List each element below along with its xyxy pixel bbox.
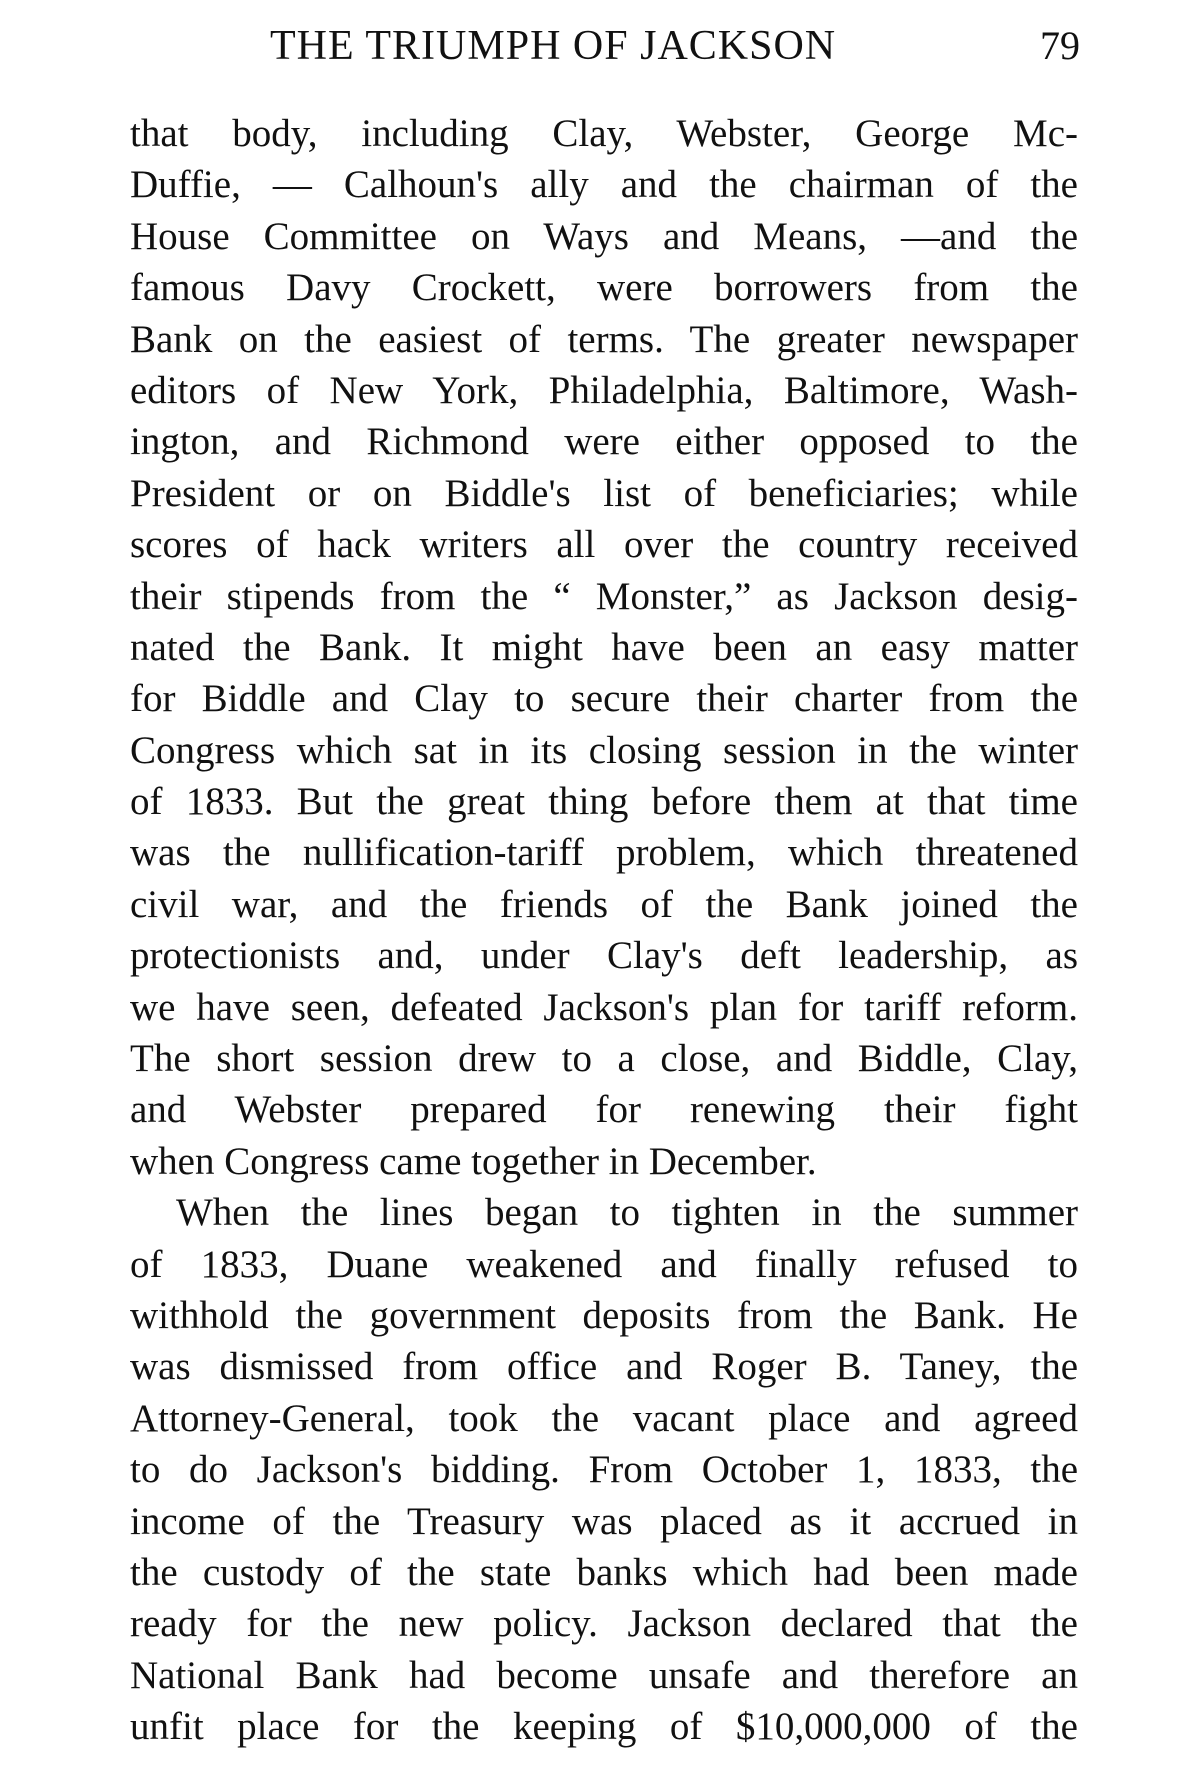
text-line: Congress which sat in its closing session in the winter	[130, 728, 1078, 772]
text-line: Duffie, — Calhoun's ally and the chairman of the	[130, 163, 1078, 207]
text-line: When the lines began to tighten in the summer	[176, 1191, 1078, 1235]
text-line: that body, including Clay, Webster, George Mc-	[130, 112, 1078, 155]
text-line: nated the Bank. It might have been an easy matter	[130, 625, 1078, 669]
text-line: ington, and Richmond were either opposed to the	[130, 420, 1078, 464]
running-title: THE TRIUMPH OF JACKSON	[270, 23, 837, 69]
text-line: editors of New York, Philadelphia, Baltimore, Wash-	[130, 368, 1078, 412]
text-line: the custody of the state banks which had been made	[130, 1550, 1078, 1594]
text-line: Attorney-General, took the vacant place and agreed	[130, 1396, 1078, 1440]
text-line: President or on Biddle's list of beneficiaries; while	[130, 471, 1078, 515]
text-line: income of the Treasury was placed as it accrued in	[130, 1499, 1078, 1543]
text-line: National Bank had become unsafe and therefore an	[130, 1653, 1078, 1697]
text-line: was dismissed from office and Roger B. Taney, the	[130, 1345, 1078, 1389]
text-line: for Biddle and Clay to secure their charter from the	[130, 677, 1078, 721]
text-line: we have seen, defeated Jackson's plan for tariff reform.	[130, 985, 1078, 1029]
text-line: ready for the new policy. Jackson declared that the	[130, 1602, 1078, 1646]
text-line: when Congress came together in December.	[130, 1139, 817, 1183]
paragraph-1	[130, 108, 1078, 1187]
text-line: to do Jackson's bidding. From October 1, 1833, the	[130, 1448, 1078, 1492]
text-line: Bank on the easiest of terms. The greater newspaper	[130, 317, 1078, 361]
running-head	[130, 18, 1080, 78]
paragraph-2	[130, 1187, 1078, 1752]
text-line: The short session drew to a close, and Biddle, Clay,	[130, 1037, 1078, 1081]
text-line: famous Davy Crockett, were borrowers from the	[130, 266, 1078, 310]
text-line: House Committee on Ways and Means, —and the	[130, 214, 1078, 258]
text-line: withhold the government deposits from the Bank. He	[130, 1293, 1078, 1337]
page-number: 79	[1040, 23, 1080, 68]
text-line: unfit place for the keeping of $10,000,000 of the	[130, 1705, 1078, 1749]
text-line: scores of hack writers all over the country received	[130, 523, 1078, 567]
text-line: and Webster prepared for renewing their fight	[130, 1088, 1078, 1132]
text-line: of 1833, Duane weakened and finally refused to	[130, 1242, 1078, 1286]
text-line: of 1833. But the great thing before them at that time	[130, 780, 1078, 824]
text-line: their stipends from the “ Monster,” as Jackson desig-	[130, 574, 1078, 618]
text-line: was the nullification-tariff problem, which threatened	[130, 831, 1078, 875]
text-line: civil war, and the friends of the Bank joined the	[130, 882, 1078, 926]
text-line: protectionists and, under Clay's deft leadership, as	[130, 934, 1078, 978]
body-text	[130, 108, 1078, 1753]
